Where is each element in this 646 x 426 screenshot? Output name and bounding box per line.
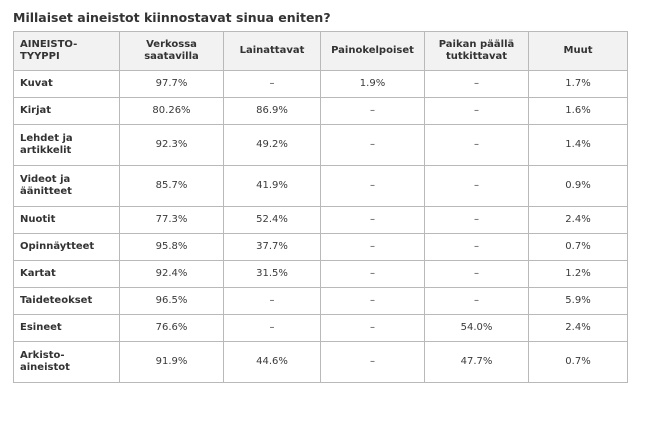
table-cell: – (224, 288, 321, 315)
table-cell: – (321, 261, 425, 288)
table-cell: 0.7% (529, 234, 628, 261)
table-cell: 1.4% (529, 125, 628, 166)
table-row (14, 288, 628, 315)
table-cell: – (425, 166, 529, 207)
table-row (14, 71, 628, 98)
table-row (14, 342, 628, 383)
row-label: Videot ja äänitteet (14, 166, 120, 207)
table-cell: – (425, 288, 529, 315)
table-cell: – (321, 98, 425, 125)
table-cell: 1.7% (529, 71, 628, 98)
row-label: Lehdet ja artikkelit (14, 125, 120, 166)
table-cell: 2.4% (529, 315, 628, 342)
table-cell: 31.5% (224, 261, 321, 288)
table-cell: – (321, 207, 425, 234)
table-cell: 1.2% (529, 261, 628, 288)
table-row (14, 234, 628, 261)
table-cell: 1.9% (321, 71, 425, 98)
table-cell: 86.9% (224, 98, 321, 125)
table-cell: 0.9% (529, 166, 628, 207)
table-cell: 76.6% (120, 315, 224, 342)
table-cell: 91.9% (120, 342, 224, 383)
table-cell: – (321, 315, 425, 342)
table-cell: 52.4% (224, 207, 321, 234)
column-header: Lainattavat (224, 32, 321, 71)
table-cell: 41.9% (224, 166, 321, 207)
row-label: Kartat (14, 261, 120, 288)
row-label: Esineet (14, 315, 120, 342)
column-header: Paikan päällä tutkittavat (425, 32, 529, 71)
table-cell: – (224, 315, 321, 342)
table-cell: 49.2% (224, 125, 321, 166)
table-cell: 97.7% (120, 71, 224, 98)
table-row (14, 315, 628, 342)
data-table (13, 31, 628, 383)
column-header: Verkossa saatavilla (120, 32, 224, 71)
table-cell: 5.9% (529, 288, 628, 315)
table-row (14, 166, 628, 207)
table-cell: 92.3% (120, 125, 224, 166)
table-cell: 2.4% (529, 207, 628, 234)
table-cell: 92.4% (120, 261, 224, 288)
row-label: Taideteokset (14, 288, 120, 315)
table-cell: 54.0% (425, 315, 529, 342)
header-row (14, 32, 628, 71)
table-cell: 95.8% (120, 234, 224, 261)
table-row (14, 207, 628, 234)
column-header: Muut (529, 32, 628, 71)
table-row (14, 125, 628, 166)
column-header: Painokelpoiset (321, 32, 425, 71)
table-cell: 85.7% (120, 166, 224, 207)
table-cell: – (425, 71, 529, 98)
table-cell: – (425, 125, 529, 166)
row-label: Nuotit (14, 207, 120, 234)
table-cell: 44.6% (224, 342, 321, 383)
table-row (14, 98, 628, 125)
row-label: Kirjat (14, 98, 120, 125)
table-cell: – (425, 98, 529, 125)
table-cell: – (321, 125, 425, 166)
table-cell: 77.3% (120, 207, 224, 234)
row-label: Kuvat (14, 71, 120, 98)
table-cell: 37.7% (224, 234, 321, 261)
table-cell: 0.7% (529, 342, 628, 383)
table-cell: – (321, 166, 425, 207)
table-cell: – (425, 234, 529, 261)
table-cell: – (224, 71, 321, 98)
table-cell: 96.5% (120, 288, 224, 315)
row-label: Arkisto-aineistot (14, 342, 120, 383)
row-label: Opinnäytteet (14, 234, 120, 261)
table-cell: 47.7% (425, 342, 529, 383)
table-cell: – (425, 207, 529, 234)
table-cell: – (321, 234, 425, 261)
table-cell: – (321, 288, 425, 315)
table-cell: – (425, 261, 529, 288)
table-row (14, 261, 628, 288)
page-title: Millaiset aineistot kiinnostavat sinua eniten? (13, 10, 331, 25)
table-cell: 1.6% (529, 98, 628, 125)
table-cell: – (321, 342, 425, 383)
table-cell: 80.26% (120, 98, 224, 125)
column-header: AINEISTO-TYYPPI (14, 32, 120, 71)
